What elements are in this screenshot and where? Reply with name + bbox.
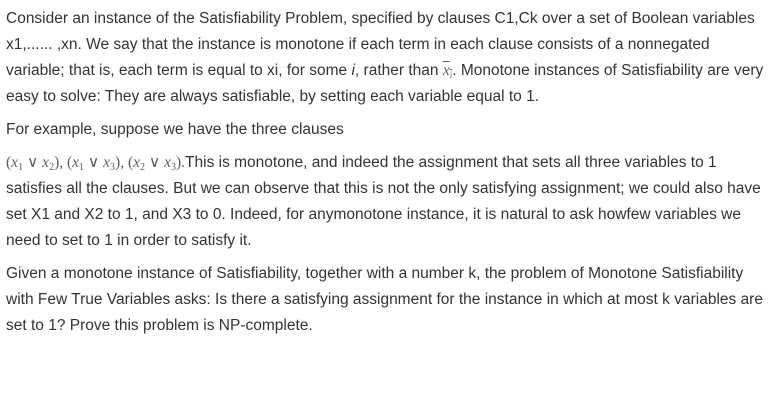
clause-2: $x_1$ ∨ $x_3$ (72, 154, 116, 173)
paragraph-example (6, 150, 766, 254)
paragraph-question-text: Given a monotone instance of Satisfiability, together with a number k, the problem of Monotone Satisfiability with Few True Variables asks: Is there a satisfying assignment for the instance in which at most k variables are set to 1? Prove this problem is NP-complete. (6, 265, 763, 334)
paragraph-definition-text-c: . Monotone instances of Satisfiability are very easy to solve: They are always satisfiable, by setting each variable equal to 1. (6, 62, 764, 105)
paragraph-definition-text-b: , rather than (354, 62, 443, 79)
paragraph-definition (6, 6, 766, 110)
clause-list: ($x_1$ ∨ $x_2$), ($x_1$ ∨ $x_3$), ($x_2$ ∨ $x_3$). (6, 154, 186, 173)
clause-3: $x_2$ ∨ $x_3$ (133, 154, 176, 173)
paragraph-example-text: This is monotone, and indeed the assignment that sets all three variables to 1 satisfies all the clauses. But we can observe that this is not the only satisfying assignment; we could also have set X1 and X2 to 1, and X3 to 0. Indeed, for anymonotone instance, it is natural to ask howfew variables we need to set to 1 in order to satisfy it. (6, 154, 761, 249)
clause-1: $x_1$ ∨ $x_2$ (11, 154, 55, 173)
italic-i: i (351, 62, 355, 79)
paragraph-example-intro (6, 117, 766, 143)
negated-variable: $x_i$ (442, 62, 453, 80)
paragraph-question (6, 261, 766, 339)
problem-statement (6, 6, 766, 339)
paragraph-example-intro-text: For example, suppose we have the three clauses (6, 121, 344, 138)
paragraph-definition-text-a: Consider an instance of the Satisfiability Problem, specified by clauses C1,Ck over a set of Boolean variables x1,...... ,xn. We say that the instance is monotone if each term in each clause consists of a nonnegated variable; that is, each term is equal to xi, for some (6, 10, 755, 79)
